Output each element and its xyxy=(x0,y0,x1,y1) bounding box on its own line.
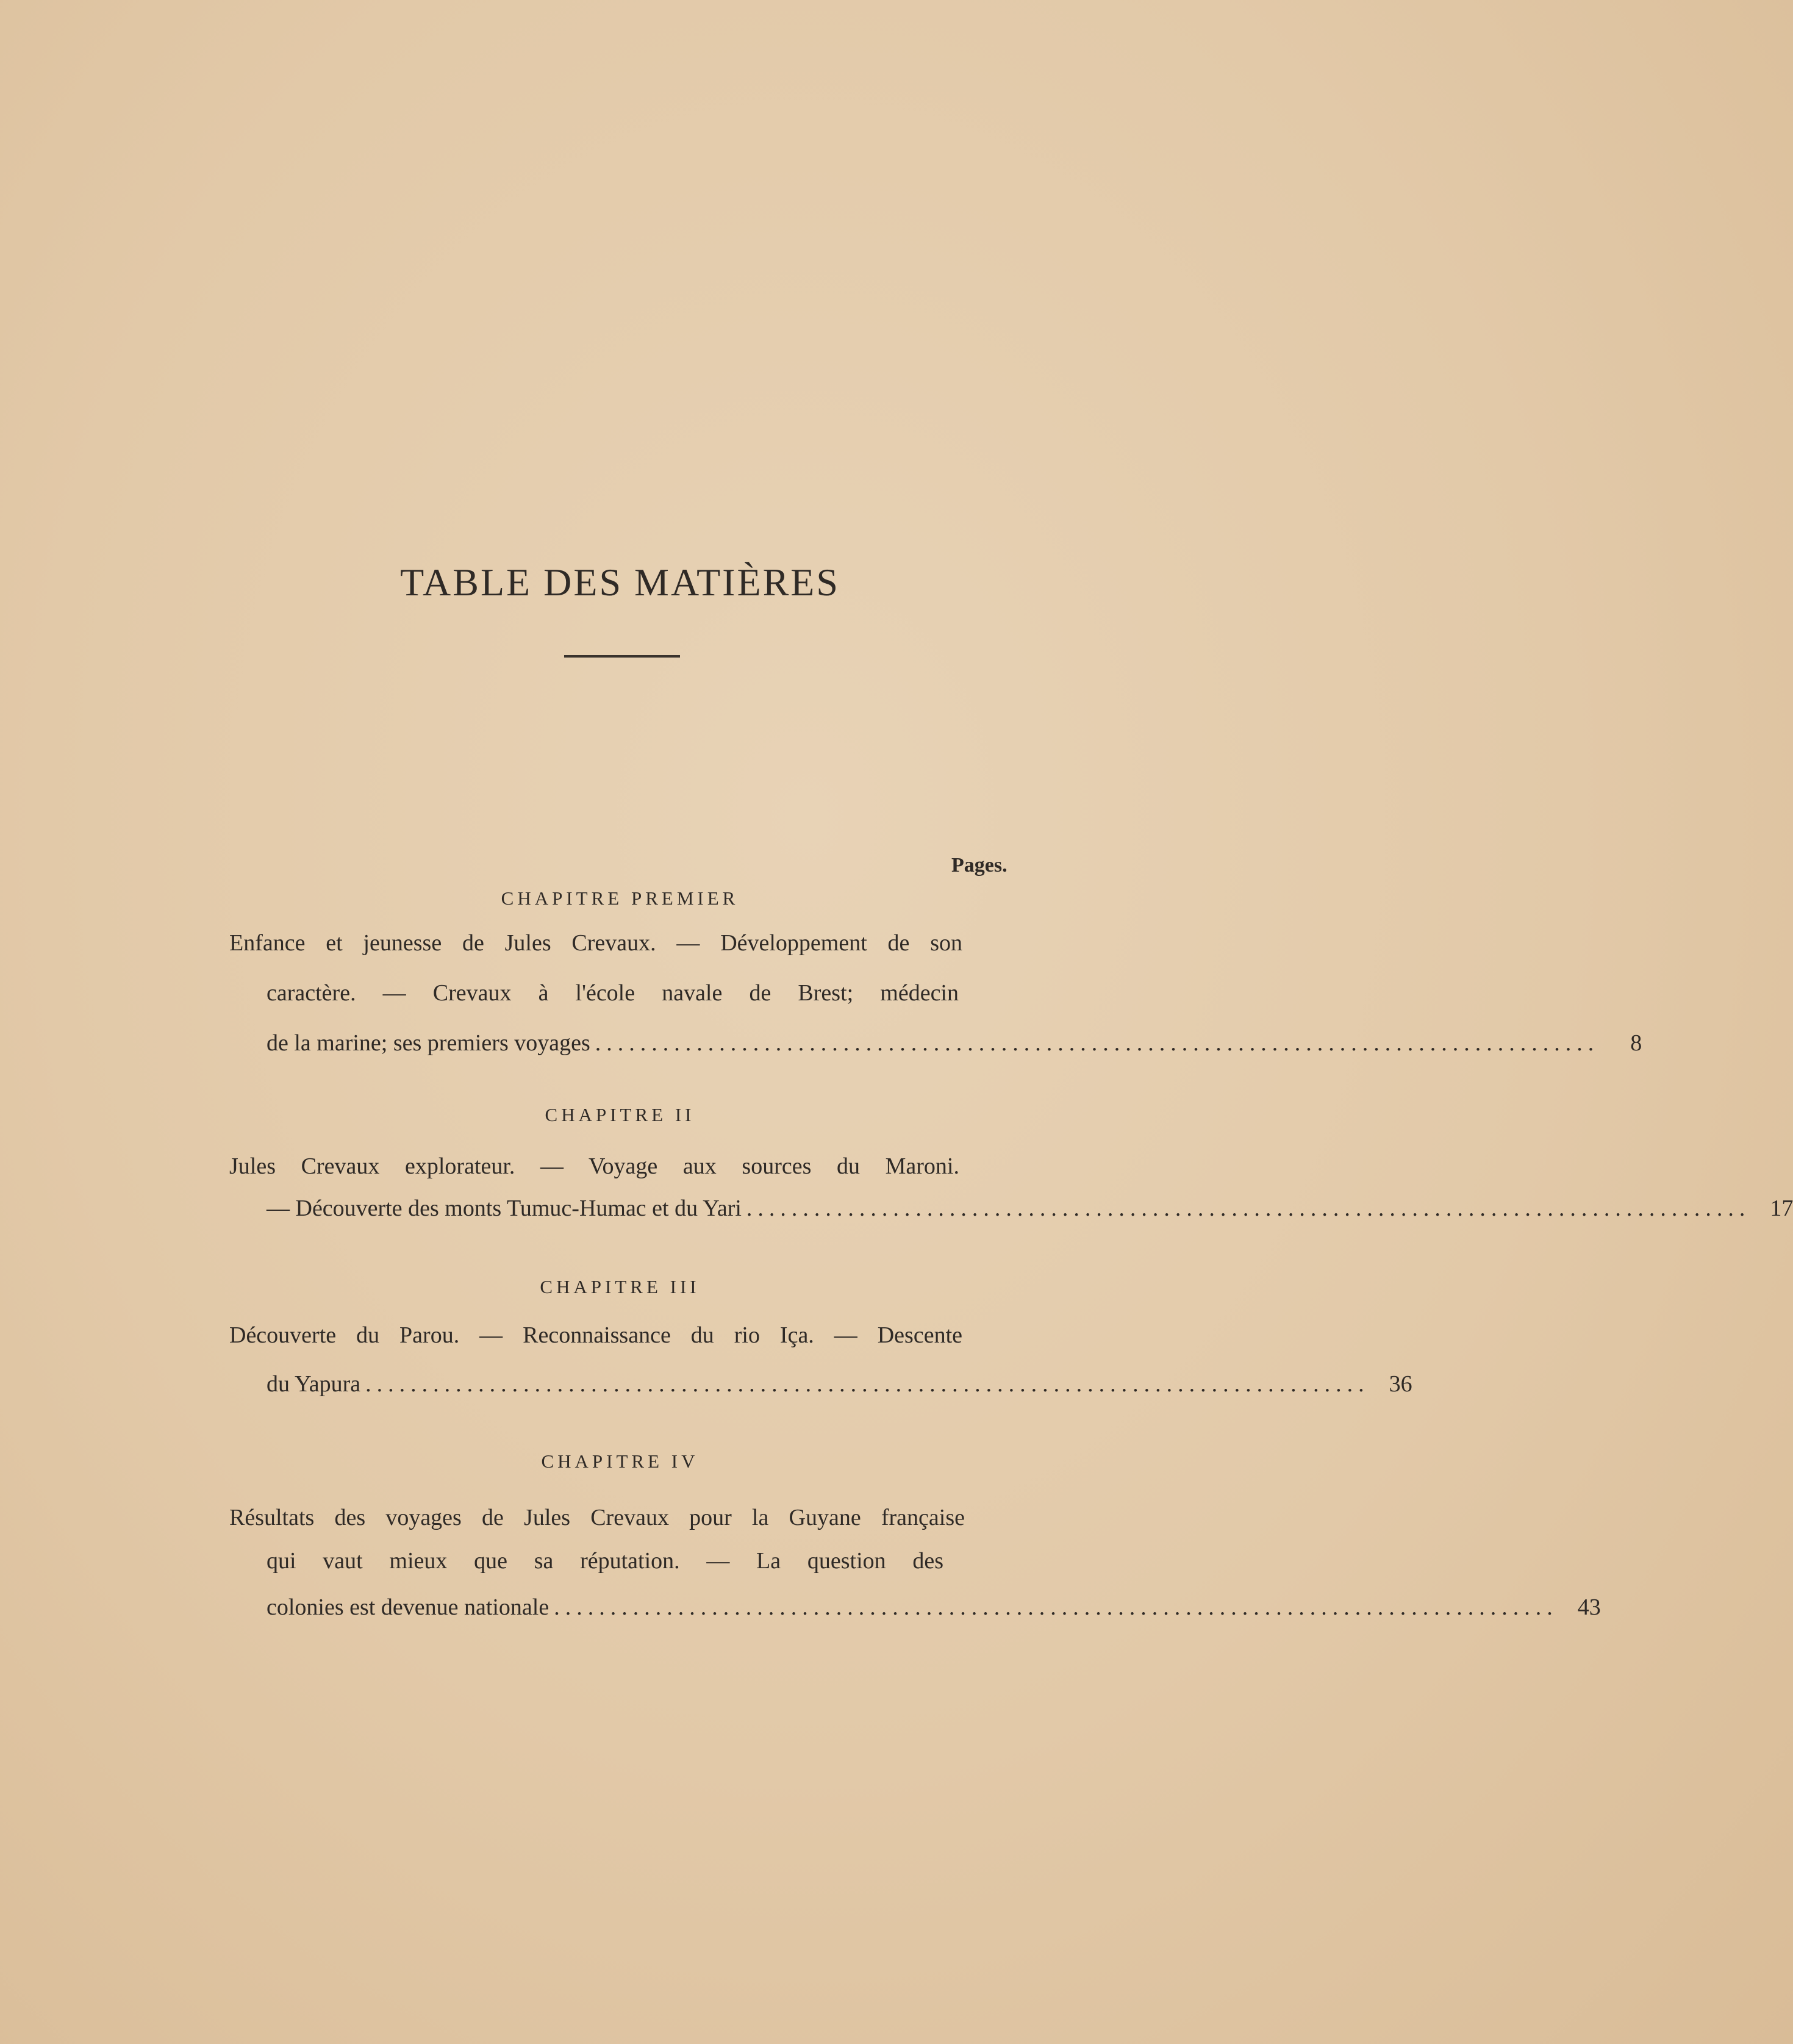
chapter-heading: CHAPITRE III xyxy=(540,1276,700,1297)
toc-entry-last-line xyxy=(267,1594,1601,1620)
page-number: 43 xyxy=(1577,1594,1601,1620)
page-number: 17 xyxy=(1770,1196,1793,1221)
toc-line: qui vaut mieux que sa réputation. — La question des xyxy=(267,1548,943,1574)
toc-line: colonies est devenue nationale xyxy=(267,1594,549,1620)
toc-line: du Yapura xyxy=(267,1371,361,1397)
chapter-heading: CHAPITRE PREMIER xyxy=(501,888,739,909)
dot-leader: ......................................................................................... xyxy=(365,1371,1370,1397)
toc-entry-last-line xyxy=(267,1196,1793,1221)
toc-line: caractère. — Crevaux à l'école navale de Brest; médecin xyxy=(267,980,959,1006)
toc-entry-last-line xyxy=(267,1030,1642,1056)
toc-line: Enfance et jeunesse de Jules Crevaux. — Développement de son xyxy=(229,930,962,956)
dot-leader: ......................................................................................... xyxy=(554,1594,1558,1620)
toc-line: Jules Crevaux explorateur. — Voyage aux sources du Maroni. xyxy=(229,1153,959,1179)
dot-leader: ......................................................................................... xyxy=(595,1030,1600,1056)
chapter-heading: CHAPITRE II xyxy=(545,1104,695,1125)
toc-line: Découverte du Parou. — Reconnaissance du rio Iça. — Descente xyxy=(229,1322,962,1348)
title-divider xyxy=(564,655,680,658)
toc-line: de la marine; ses premiers voyages xyxy=(267,1030,590,1056)
toc-line: — Découverte des monts Tumuc-Humac et du Yari xyxy=(267,1196,742,1221)
page-number: 8 xyxy=(1630,1030,1642,1056)
dot-leader: ......................................................................................... xyxy=(746,1196,1751,1221)
chapter-heading: CHAPITRE IV xyxy=(541,1451,699,1472)
page-title: TABLE DES MATIÈRES xyxy=(400,561,840,604)
page-number: 36 xyxy=(1389,1371,1412,1397)
pages-column-label: Pages. xyxy=(951,854,1007,877)
toc-entry-last-line xyxy=(267,1371,1412,1397)
toc-line: Résultats des voyages de Jules Crevaux pour la Guyane française xyxy=(229,1505,965,1530)
